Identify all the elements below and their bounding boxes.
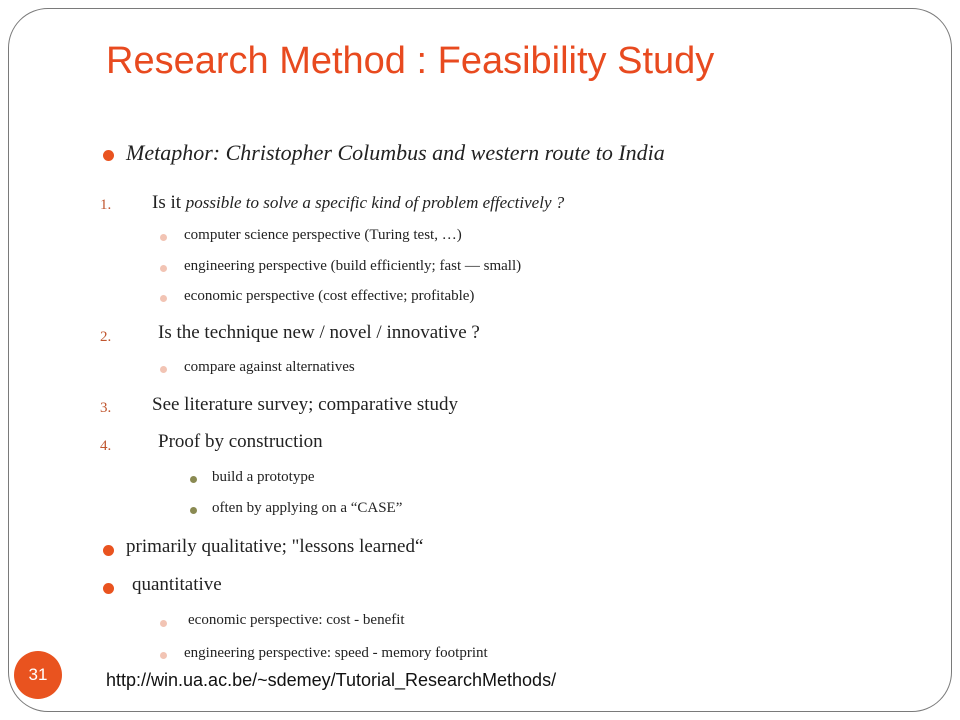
list-number: 3.: [100, 400, 112, 416]
bullet-icon: [160, 295, 167, 302]
page-number-badge: 31: [14, 651, 62, 699]
bullet-icon: [103, 150, 114, 161]
slide-title: Research Method : Feasibility Study: [106, 40, 715, 82]
bullet-icon: [160, 234, 167, 241]
sub-item: economic perspective: cost - benefit: [188, 612, 405, 628]
slide-frame: [8, 8, 952, 712]
sub-item: engineering perspective: speed - memory footprint: [184, 645, 488, 661]
sub-item: engineering perspective (build efficiently; fast — small): [184, 258, 522, 274]
source-url[interactable]: http://win.ua.ac.be/~sdemey/Tutorial_ResearchMethods/: [106, 670, 557, 690]
bullet-icon: [103, 583, 114, 594]
sub-item: often by applying on a “CASE”: [212, 500, 403, 516]
sub-item: compare against alternatives: [184, 359, 355, 375]
sub-item: computer science perspective (Turing test, …): [184, 227, 462, 243]
bullet-icon: [160, 620, 167, 627]
list-number: 2.: [100, 329, 112, 345]
question-1-rest: possible to solve a specific kind of problem effectively ?: [185, 193, 565, 212]
question-1: [152, 192, 564, 214]
list-number: 1.: [100, 197, 112, 213]
sub-item: build a prototype: [212, 469, 315, 485]
bullet-icon: [190, 476, 197, 483]
bullet-icon: [160, 265, 167, 272]
list-number: 4.: [100, 438, 112, 454]
sub-item: economic perspective (cost effective; profitable): [184, 288, 475, 304]
bullet-icon: [160, 652, 167, 659]
bullet-icon: [190, 507, 197, 514]
question-2: Is the technique new / novel / innovative ?: [158, 322, 480, 343]
bullet-icon: [160, 366, 167, 373]
metaphor-text: Metaphor: Christopher Columbus and western route to India: [126, 140, 665, 165]
question-3: See literature survey; comparative study: [152, 394, 459, 415]
question-4: Proof by construction: [158, 431, 323, 452]
qualitative-text: primarily qualitative; "lessons learned“: [126, 536, 424, 557]
question-1-lead: Is it: [152, 192, 186, 213]
quantitative-text: quantitative: [132, 574, 222, 595]
bullet-icon: [103, 545, 114, 556]
